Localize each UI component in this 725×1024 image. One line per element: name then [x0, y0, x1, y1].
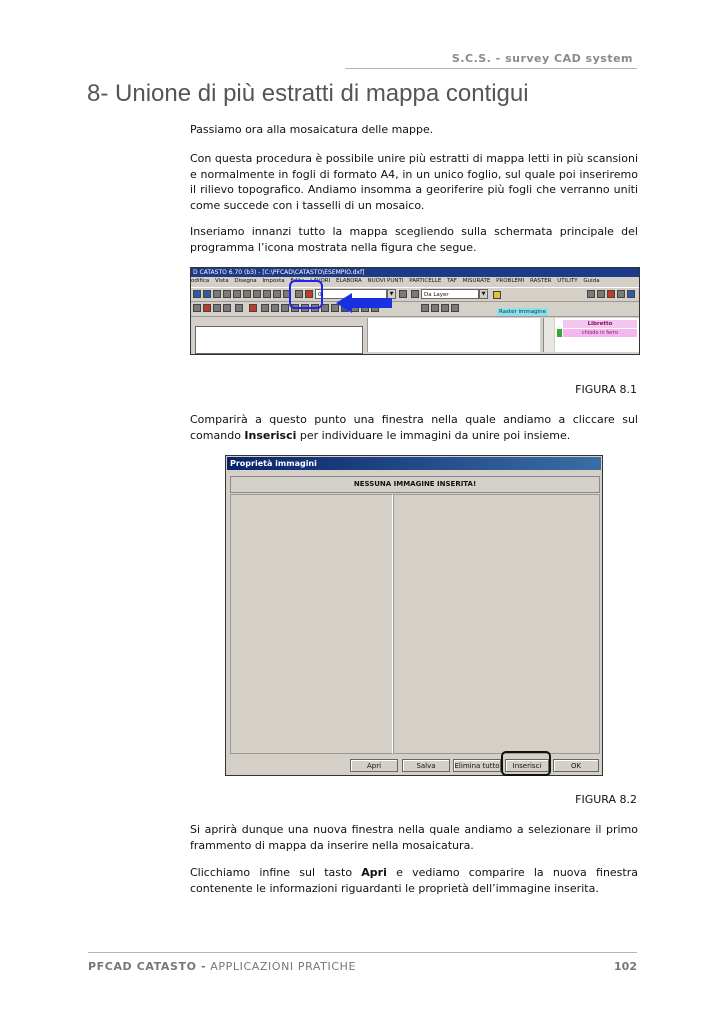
row-marker — [557, 329, 562, 337]
select-icon[interactable] — [193, 304, 201, 312]
new-file-icon[interactable] — [193, 290, 201, 298]
libretto-row[interactable]: chiodo in ferro — [563, 329, 637, 337]
menu-item[interactable]: Edita — [290, 278, 305, 284]
arrow-left-icon — [336, 293, 392, 313]
linetype-icon[interactable] — [411, 290, 419, 298]
menu-item[interactable]: Guida — [583, 278, 600, 284]
delete-icon[interactable] — [249, 304, 257, 312]
footer-rule — [88, 952, 637, 953]
toolbar-icon[interactable] — [587, 290, 595, 298]
toolbar-icon[interactable] — [607, 290, 615, 298]
highlight-raster-icon — [289, 280, 323, 309]
move-icon[interactable] — [213, 304, 221, 312]
libretto-header: Libretto — [563, 320, 637, 328]
paragraph-intro: Passiamo ora alla mosaicatura delle mappe. — [190, 123, 434, 136]
highlight-insert-button — [501, 751, 551, 776]
delete-all-button[interactable]: Elimina tutto — [453, 759, 501, 772]
circle-icon[interactable] — [451, 304, 459, 312]
toolbar-icon[interactable] — [627, 290, 635, 298]
menu-item[interactable]: ELABORA — [336, 278, 362, 284]
chevron-down-icon[interactable]: ▼ — [387, 289, 396, 299]
zoom-all-icon[interactable] — [253, 290, 261, 298]
figure-8-1-screenshot — [190, 267, 640, 355]
corner-icon[interactable] — [441, 304, 449, 312]
open-button[interactable]: Apri — [350, 759, 398, 772]
polyline-icon[interactable] — [281, 304, 289, 312]
figure-8-2-caption: FIGURA 8.2 — [575, 793, 637, 806]
redraw-icon[interactable] — [273, 290, 281, 298]
cad-drawing-area-right[interactable] — [367, 318, 540, 352]
zoom-window-icon[interactable] — [243, 290, 251, 298]
paragraph-open-button: Clicchiamo infine sul tasto Apri e vediamo comparire la nuova finestra contenente le informazioni riguardanti le proprietà dell’immagine inserita. — [190, 866, 638, 895]
copy-icon[interactable] — [223, 304, 231, 312]
menu-item[interactable]: Imposta — [262, 278, 285, 284]
layer-select[interactable]: 0 — [315, 289, 387, 299]
color-icon[interactable] — [399, 290, 407, 298]
menu-item[interactable]: UTILITY — [557, 278, 578, 284]
raster-insert-icon[interactable] — [493, 291, 501, 299]
insert-button[interactable]: Inserisci — [505, 759, 549, 772]
linetype-select[interactable]: Da Layer — [421, 289, 479, 299]
dot-icon[interactable] — [431, 304, 439, 312]
paragraph-procedure: Con questa procedura è possibile unire più estratti di mappa letti in più scansioni e normalmente in fogli di formato A4, in un unico foglio, sul quale poi inseriremo il rilievo topografico. Andiamo insomma a georiferire più fogli che verranno uniti come succede con i tasselli di un mosaico. — [190, 152, 638, 212]
dot-icon[interactable] — [261, 304, 269, 312]
paragraph-insert-map: Inseriamo innanzi tutto la mappa scegliendo sulla schermata principale del programma l’icona mostrata nella figura che segue. — [190, 225, 638, 254]
page-number: 102 — [614, 960, 637, 973]
toolbar-icon[interactable] — [617, 290, 625, 298]
cad-drawing-area[interactable] — [195, 326, 363, 354]
figure-8-1-caption: FIGURA 8.1 — [575, 383, 637, 396]
libretto-panel — [555, 318, 639, 352]
figure-8-2-dialog — [225, 455, 603, 776]
menu-item[interactable]: Disegna — [234, 278, 257, 284]
footer-title: PFCAD CATASTO - APPLICAZIONI PRATICHE — [88, 960, 357, 973]
line-icon[interactable] — [271, 304, 279, 312]
image-properties-pane[interactable] — [393, 494, 600, 754]
cad-window-title: D CATASTO 6.70 (b3) - [C:\PFCAD\CATASTO\ESEMPIO.dxf] — [191, 268, 640, 277]
chevron-down-icon[interactable]: ▼ — [479, 289, 488, 299]
images-list-header: NESSUNA IMMAGINE INSERITA! — [230, 476, 600, 493]
menu-item[interactable]: NUOVI PUNTI — [367, 278, 404, 284]
cad-toolbar-top — [191, 287, 639, 302]
scrollbar[interactable] — [543, 318, 554, 352]
menu-item[interactable]: odifica — [191, 278, 210, 284]
point-icon[interactable] — [203, 304, 211, 312]
save-icon[interactable] — [203, 290, 211, 298]
text-icon[interactable] — [235, 304, 243, 312]
tooltip: Raster immagine — [499, 309, 546, 315]
menu-item[interactable]: PROBLEMI — [496, 278, 525, 284]
zoom-in-icon[interactable] — [223, 290, 231, 298]
dialog-title: Proprietà immagini — [227, 457, 601, 470]
menu-item[interactable]: TAF — [447, 278, 457, 284]
zoom-out-icon[interactable] — [233, 290, 241, 298]
menu-item[interactable]: Vista — [215, 278, 229, 284]
menu-item[interactable]: MISURATE — [462, 278, 491, 284]
pan-icon[interactable] — [263, 290, 271, 298]
paragraph-insert-command: Comparirà a questo punto una finestra nella quale andiamo a cliccare sul comando Inserisci per individuare le immagini da unire poi insieme. — [190, 413, 638, 442]
print-icon[interactable] — [213, 290, 221, 298]
menu-item[interactable]: LAVORI — [310, 278, 331, 284]
toolbar-icon[interactable] — [597, 290, 605, 298]
cad-toolbar-draw — [191, 302, 639, 317]
cad-menu-bar — [191, 277, 639, 286]
ok-button[interactable]: OK — [553, 759, 599, 772]
paragraph-select-fragment: Si aprirà dunque una nuova finestra nella quale andiamo a selezionare il primo frammento di mappa da inserire nella mosaicatura. — [190, 823, 638, 852]
menu-item[interactable]: RASTER — [529, 278, 552, 284]
line-icon[interactable] — [421, 304, 429, 312]
chapter-title: 8- Unione di più estratti di mappa contigui — [87, 80, 529, 107]
header-rule — [345, 68, 637, 69]
images-list-pane[interactable] — [230, 494, 393, 754]
running-header: S.C.S. - survey CAD system — [451, 52, 633, 65]
save-button[interactable]: Salva — [402, 759, 450, 772]
menu-item[interactable]: PARTICELLE — [409, 278, 442, 284]
